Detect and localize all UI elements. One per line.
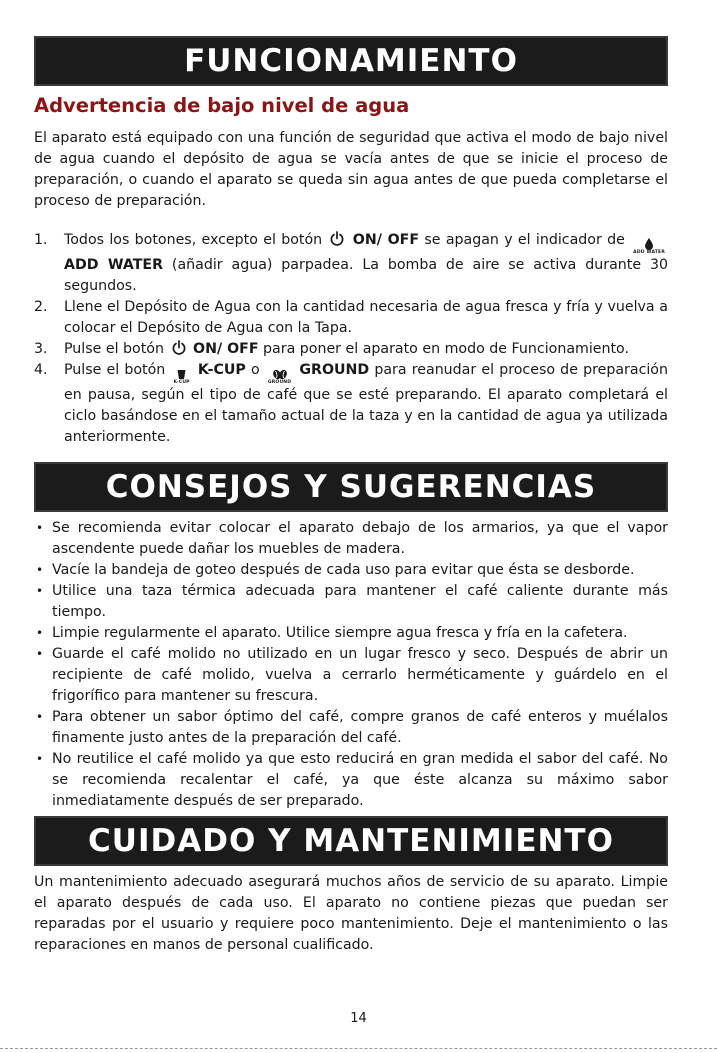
step-text: Todos los botones, excepto el botón (64, 232, 323, 248)
page-number: 14 (350, 1011, 367, 1026)
list-item (34, 623, 668, 644)
step-text: (añadir agua) parpadea. La bomba de aire se activa durante 30 segundos. (64, 257, 668, 294)
list-item (34, 360, 668, 448)
k-cup-icon-group (173, 369, 189, 385)
tip-text: Limpie regularmente el aparato. Utilice siempre agua fresca y fría en la cafetera. (52, 625, 628, 641)
tip-text: Utilice una taza térmica adecuada para mantener el café caliente durante más tiempo. (52, 583, 668, 620)
tip-text: No reutilice el café molido ya que esto reducirá en gran medida el sabor del café. No se recomienda recalentar el café, ya que éste alcanza su máximo sabor inmediatamente después de ser preparado. (52, 751, 668, 809)
add-water-label: ADD WATER (64, 257, 164, 273)
ground-caption: GROUND (267, 380, 292, 385)
step-text: para poner el aparato en modo de Funcionamiento. (263, 341, 630, 357)
list-item (34, 339, 668, 360)
list-item (34, 707, 668, 749)
list-item (34, 560, 668, 581)
steps-list (34, 230, 668, 448)
bullet: • (36, 626, 44, 640)
intro-paragraph: El aparato está equipado con una función de seguridad que activa el modo de bajo nivel de agua cuando el depósito de agua se vacía antes de que se inicie el proceso de preparación, o cuando el aparato se queda sin agua antes de que pueda completarse el proceso de preparación. (34, 130, 668, 209)
step-text: para reanudar el proceso de preparación en pausa, según el tipo de café que se esté preparando. El aparato completará el ciclo basándose en el tamaño actual de la taza y en la cantidad de agua ya utilizada anteriormente. (64, 362, 668, 445)
power-icon (171, 340, 187, 356)
k-cup-caption: K-CUP (173, 380, 190, 385)
step-text: Pulse el botón (64, 341, 164, 357)
section-banner-consejos: CONSEJOS Y SUGERENCIAS (34, 462, 668, 512)
k-cup-icon (177, 369, 186, 380)
tip-text: Guarde el café molido no utilizado en un lugar fresco y seco. Después de abrir un recipiente de café molido, vuelva a cerrarlo herméticamente y guárdelo en el frigorífico para mantener su frescura. (52, 646, 668, 704)
step-text: se apagan y el indicador de (424, 232, 625, 248)
water-drop-icon (644, 238, 654, 250)
maintenance-paragraph: Un mantenimiento adecuado asegurará muchos años de servicio de su aparato. Limpie el aparato después de cada uso. El aparato no contiene piezas que puedan ser reparadas por el usuario y requiere poco mantenimiento. Deje el mantenimiento o las reparaciones en manos de personal cualificado. (34, 874, 668, 953)
bullet: • (36, 752, 44, 766)
ground-coffee-icon (272, 369, 288, 380)
step-number: 1. (34, 232, 48, 248)
step-text: o (251, 362, 260, 378)
bullet: • (36, 584, 44, 598)
list-item (34, 297, 668, 339)
tip-text: Para obtener un sabor óptimo del café, compre granos de café enteros y muélalos finamente justo antes de la preparación del café. (52, 709, 668, 746)
on-off-label: ON/ OFF (193, 341, 259, 357)
bullet: • (36, 521, 44, 535)
list-item (34, 749, 668, 812)
tip-text: Se recomienda evitar colocar el aparato debajo de los armarios, ya que el vapor ascendente puede dañar los muebles de madera. (52, 520, 668, 557)
step-text: Llene el Depósito de Agua con la cantidad necesaria de agua fresca y fría y vuelva a colocar el Depósito de Agua con la Tapa. (64, 299, 668, 336)
ground-label: GROUND (299, 362, 370, 378)
tips-list (34, 518, 668, 812)
list-item (34, 518, 668, 560)
on-off-label: ON/ OFF (352, 232, 420, 248)
ground-icon-group (268, 369, 291, 385)
list-item (34, 581, 668, 623)
add-water-caption: ADD WATER (633, 250, 665, 255)
bottom-divider (0, 1048, 717, 1049)
bullet: • (36, 563, 44, 577)
tip-text: Vacíe la bandeja de goteo después de cada uso para evitar que ésta se desborde. (52, 562, 635, 578)
step-text: Pulse el botón (64, 362, 166, 378)
list-item (34, 644, 668, 707)
power-icon (329, 231, 345, 247)
bullet: • (36, 647, 44, 661)
k-cup-label: K-CUP (197, 362, 246, 378)
section-banner-cuidado: CUIDADO Y MANTENIMIENTO (34, 816, 668, 866)
step-number: 4. (34, 362, 48, 378)
step-number: 3. (34, 341, 48, 357)
bullet: • (36, 710, 44, 724)
section-banner-funcionamiento: FUNCIONAMIENTO (34, 36, 668, 86)
subheading-low-water: Advertencia de bajo nivel de agua (34, 94, 410, 117)
list-item (34, 230, 668, 297)
add-water-icon-group (633, 238, 665, 255)
step-number: 2. (34, 299, 48, 315)
